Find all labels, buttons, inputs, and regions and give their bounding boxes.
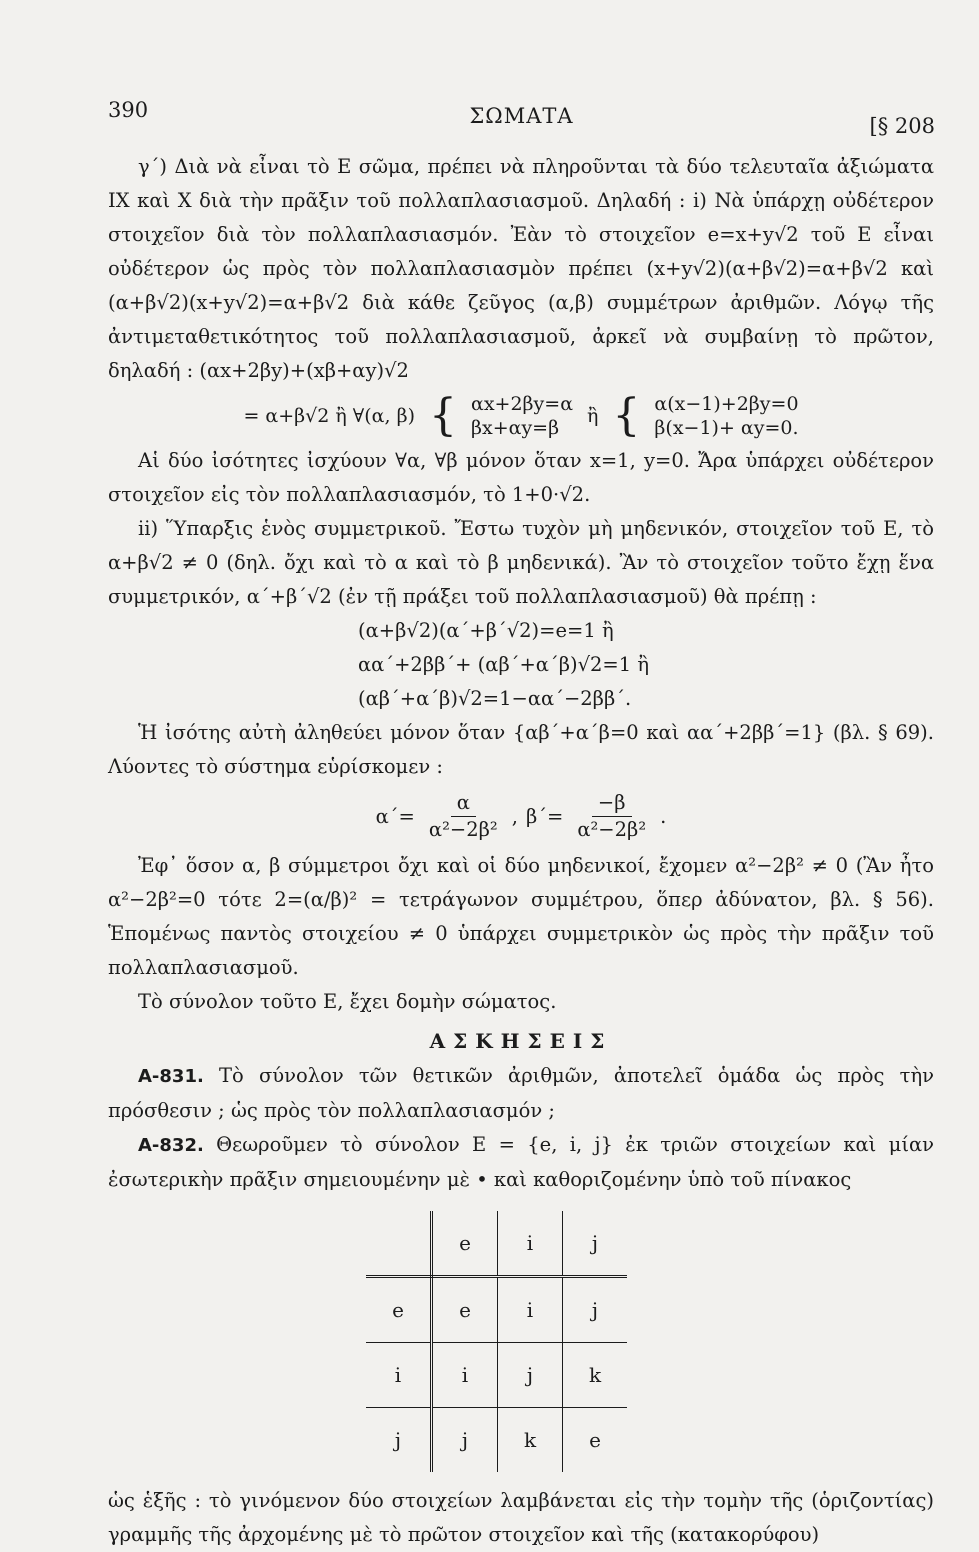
equation-3: αα΄+2ββ΄+ (αβ΄+α΄β)√2=1 ἢ: [358, 653, 650, 676]
table-cell: k: [563, 1343, 628, 1408]
fraction-a-denominator: α²−2β²: [428, 818, 498, 841]
fraction-a: [423, 790, 504, 843]
table-header-cell: e: [432, 1211, 498, 1277]
exercise-832-label: Α-832.: [138, 1135, 204, 1156]
system-2: [654, 392, 798, 440]
fraction-b-numerator: −β: [592, 790, 632, 817]
frac-a-lhs: α΄=: [375, 805, 415, 828]
table-row-label: j: [366, 1408, 432, 1473]
page-title: ΣΩΜΑΤΑ: [469, 104, 574, 128]
or-word: ἢ: [587, 405, 599, 427]
exercise-831-text: Τὸ σύνολον τῶν θετικῶν ἀριθμῶν, ἀποτελεῖ ὁμάδα ὡς πρὸς τὴν πρόσθεσιν ; ὡς πρὸς τὸν πολλαπλασιασμόν ;: [108, 1064, 934, 1122]
paragraph-field-structure: Τὸ σύνολον τοῦτο Ε, ἔχει δομὴν σώματος.: [138, 990, 557, 1013]
paragraph-identity: Ἡ ἰσότης αὐτὴ ἀληθεύει μόνον ὅταν {αβ΄+α΄β=0 καὶ αα΄+2ββ΄=1} (βλ. § 69). Λύοντες τὸ σύστημα εὑρίσκομεν :: [108, 721, 934, 778]
fraction-a-numerator: α: [451, 790, 476, 817]
fraction-b-denominator: α²−2β²: [577, 818, 647, 841]
exercise-832-text: Θεωροῦμεν τὸ σύνολον Ε = {e, i, j} ἐκ τριῶν στοιχείων καὶ μίαν ἐσωτερικὴν πρᾶξιν σημειουμένην μὲ • καὶ καθοριζομένην ὑπὸ τοῦ πίνακος: [108, 1133, 934, 1191]
paragraph-symmetric: ii) Ὕπαρξις ἑνὸς συμμετρικοῦ. Ἔστω τυχὸν μὴ μηδενικόν, στοιχεῖον τοῦ Ε, τὸ α+β√2 ≠ 0 (δηλ. ὄχι καὶ τὸ α καὶ τὸ β μηδενικά). Ἂν τὸ στοιχεῖον τοῦτο ἔχῃ ἕνα συμμετρικόν, α΄+β΄√2 (ἐν τῇ πράξει τοῦ πολλαπλασιασμοῦ) θὰ πρέπῃ :: [108, 517, 934, 608]
system-1: [471, 392, 573, 440]
table-row: [366, 1343, 627, 1408]
table-cell: j: [432, 1408, 498, 1473]
table-cell: e: [563, 1408, 628, 1473]
exercises-heading: ΑΣΚΗΣΕΙΣ: [429, 1029, 613, 1053]
system-1-row-2: βx+αy=β: [471, 417, 560, 439]
brace-left-1: {: [429, 390, 457, 441]
page-body: [108, 150, 934, 1552]
system-2-row-1: α(x−1)+2βy=0: [654, 393, 799, 415]
fraction-b: [571, 790, 652, 843]
equation-4: (αβ΄+α΄β)√2=1−αα΄−2ββ΄.: [358, 687, 632, 710]
table-cell: e: [432, 1277, 498, 1343]
table-corner-cell: [366, 1211, 432, 1277]
exercise-831: [108, 1059, 934, 1128]
table-row: [366, 1277, 627, 1343]
fraction-solution: [108, 790, 934, 843]
exercise-831-label: Α-831.: [138, 1066, 204, 1087]
frac-separator: ,: [511, 805, 518, 828]
paragraph-after-table: ὡς ἑξῆς : τὸ γινόμενον δύο στοιχείων λαμβάνεται εἰς τὴν τομὴν τῆς (ὁριζοντίας) γραμμῆς τῆς ἀρχομένης μὲ τὸ πρῶτον στοιχεῖον καὶ τῆς (κατακορύφου): [108, 1489, 934, 1546]
table-cell: k: [498, 1408, 563, 1473]
table-cell: j: [563, 1277, 628, 1343]
paragraph-neutral-element: γ΄) Διὰ νὰ εἶναι τὸ Ε σῶμα, πρέπει νὰ πληροῦνται τὰ δύο τελευταῖα ἀξιώματα IX καὶ X διὰ τὴν πρᾶξιν τοῦ πολλαπλασιασμοῦ. Δηλαδή : i) Νὰ ὑπάρχῃ οὐδέτερον στοιχεῖον διὰ τὸν πολλαπλασιασμόν. Ἐὰν τὸ στοιχεῖον e=x+y√2 τοῦ Ε εἶναι οὐδέτερον ὡς πρὸς τὸν πολλαπλασιασμὸν πρέπει (x+y√2)(α+β√2)=α+β√2 καὶ (α+β√2)(x+y√2)=α+β√2 διὰ κάθε ζεῦγος (α,β) συμμέτρων ἀριθμῶν. Λόγῳ τῆς ἀντιμεταθετικότητος τοῦ πολλαπλασιασμοῦ, ἀρκεῖ νὰ συμβαίνῃ τὸ πρῶτον, δηλαδή : (αx+2βy)+(xβ+αy)√2: [108, 155, 934, 382]
paragraph-equalities: Αἱ δύο ἰσότητες ἰσχύουν ∀α, ∀β μόνον ὅταν x=1, y=0. Ἄρα ὑπάρχει οὐδέτερον στοιχεῖον εἰς τὸν πολλαπλασιασμόν, τὸ 1+0·√2.: [108, 449, 934, 506]
table-cell: i: [432, 1343, 498, 1408]
table-cell: j: [498, 1343, 563, 1408]
system-1-row-1: αx+2βy=α: [471, 393, 574, 415]
equation-2: (α+β√2)(α΄+β΄√2)=e=1 ἢ: [358, 619, 614, 642]
brace-left-2: {: [612, 390, 641, 441]
table-header-cell: j: [563, 1211, 628, 1277]
equation-lead: = α+β√2 ἢ ∀(α, β): [243, 405, 415, 427]
operation-table: [366, 1211, 627, 1472]
section-ref: [§ 208: [869, 114, 935, 138]
table-header-row: [366, 1211, 627, 1277]
table-row-label: i: [366, 1343, 432, 1408]
table-header-cell: i: [498, 1211, 563, 1277]
equation-system: [108, 392, 934, 440]
table-cell: i: [498, 1277, 563, 1343]
page-header: [108, 98, 935, 138]
frac-b-lhs: β΄=: [525, 805, 564, 828]
table-row: [366, 1408, 627, 1473]
frac-end: .: [660, 805, 667, 828]
table-row-label: e: [366, 1277, 432, 1343]
page-number: 390: [108, 98, 149, 122]
system-2-row-2: β(x−1)+ αy=0.: [654, 417, 799, 439]
exercise-832: [108, 1128, 934, 1197]
paragraph-conclusion: Ἐφ᾽ ὅσον α, β σύμμετροι ὄχι καὶ οἱ δύο μηδενικοί, ἔχομεν α²−2β² ≠ 0 (Ἂν ἦτο α²−2β²=0 τότε 2=(α/β)² = τετράγωνον συμμέτρου, ὅπερ ἀδύνατον, βλ. § 56). Ἑπομένως παντὸς στοιχείου ≠ 0 ὑπάρχει συμμετρικὸν ὡς πρὸς τὴν πρᾶξιν τοῦ πολλαπλασιασμοῦ.: [108, 854, 934, 979]
